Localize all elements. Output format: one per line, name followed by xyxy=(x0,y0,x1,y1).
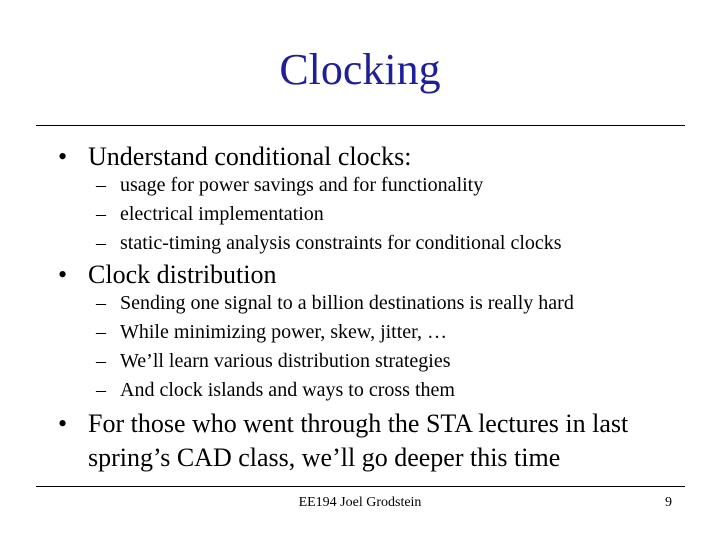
dash-marker: – xyxy=(96,292,106,314)
dash-marker: – xyxy=(96,232,106,254)
subitem-text: We’ll learn various distribution strategies xyxy=(120,350,451,372)
bullet-text-line-2: spring’s CAD class, we’ll go deeper this time xyxy=(88,443,561,472)
subitem-text: static-timing analysis constraints for conditional clocks xyxy=(120,232,562,254)
bullet-text: Understand conditional clocks: xyxy=(88,142,412,171)
subitem-text: And clock islands and ways to cross them xyxy=(120,379,455,401)
dash-marker: – xyxy=(96,350,106,372)
footer-author: EE194 Joel Grodstein xyxy=(298,495,422,510)
page-number: 9 xyxy=(665,495,672,510)
dash-marker: – xyxy=(96,203,106,225)
bullet-text-line-1: For those who went through the STA lectures in last xyxy=(88,409,629,438)
subitem-text: While minimizing power, skew, jitter, … xyxy=(120,321,448,343)
bullet-marker: • xyxy=(58,142,68,171)
subitem-text: electrical implementation xyxy=(120,203,324,225)
bullet-marker: • xyxy=(58,409,68,438)
bullet-text: Clock distribution xyxy=(88,260,277,289)
subitem-text: Sending one signal to a billion destinations is really hard xyxy=(120,292,574,314)
dash-marker: – xyxy=(96,321,106,343)
dash-marker: – xyxy=(96,174,106,196)
dash-marker: – xyxy=(96,379,106,401)
bullet-marker: • xyxy=(58,260,68,289)
slide-title: Clocking xyxy=(279,45,441,94)
footer-divider xyxy=(36,486,685,487)
subitem-text: usage for power savings and for functionality xyxy=(120,174,484,196)
